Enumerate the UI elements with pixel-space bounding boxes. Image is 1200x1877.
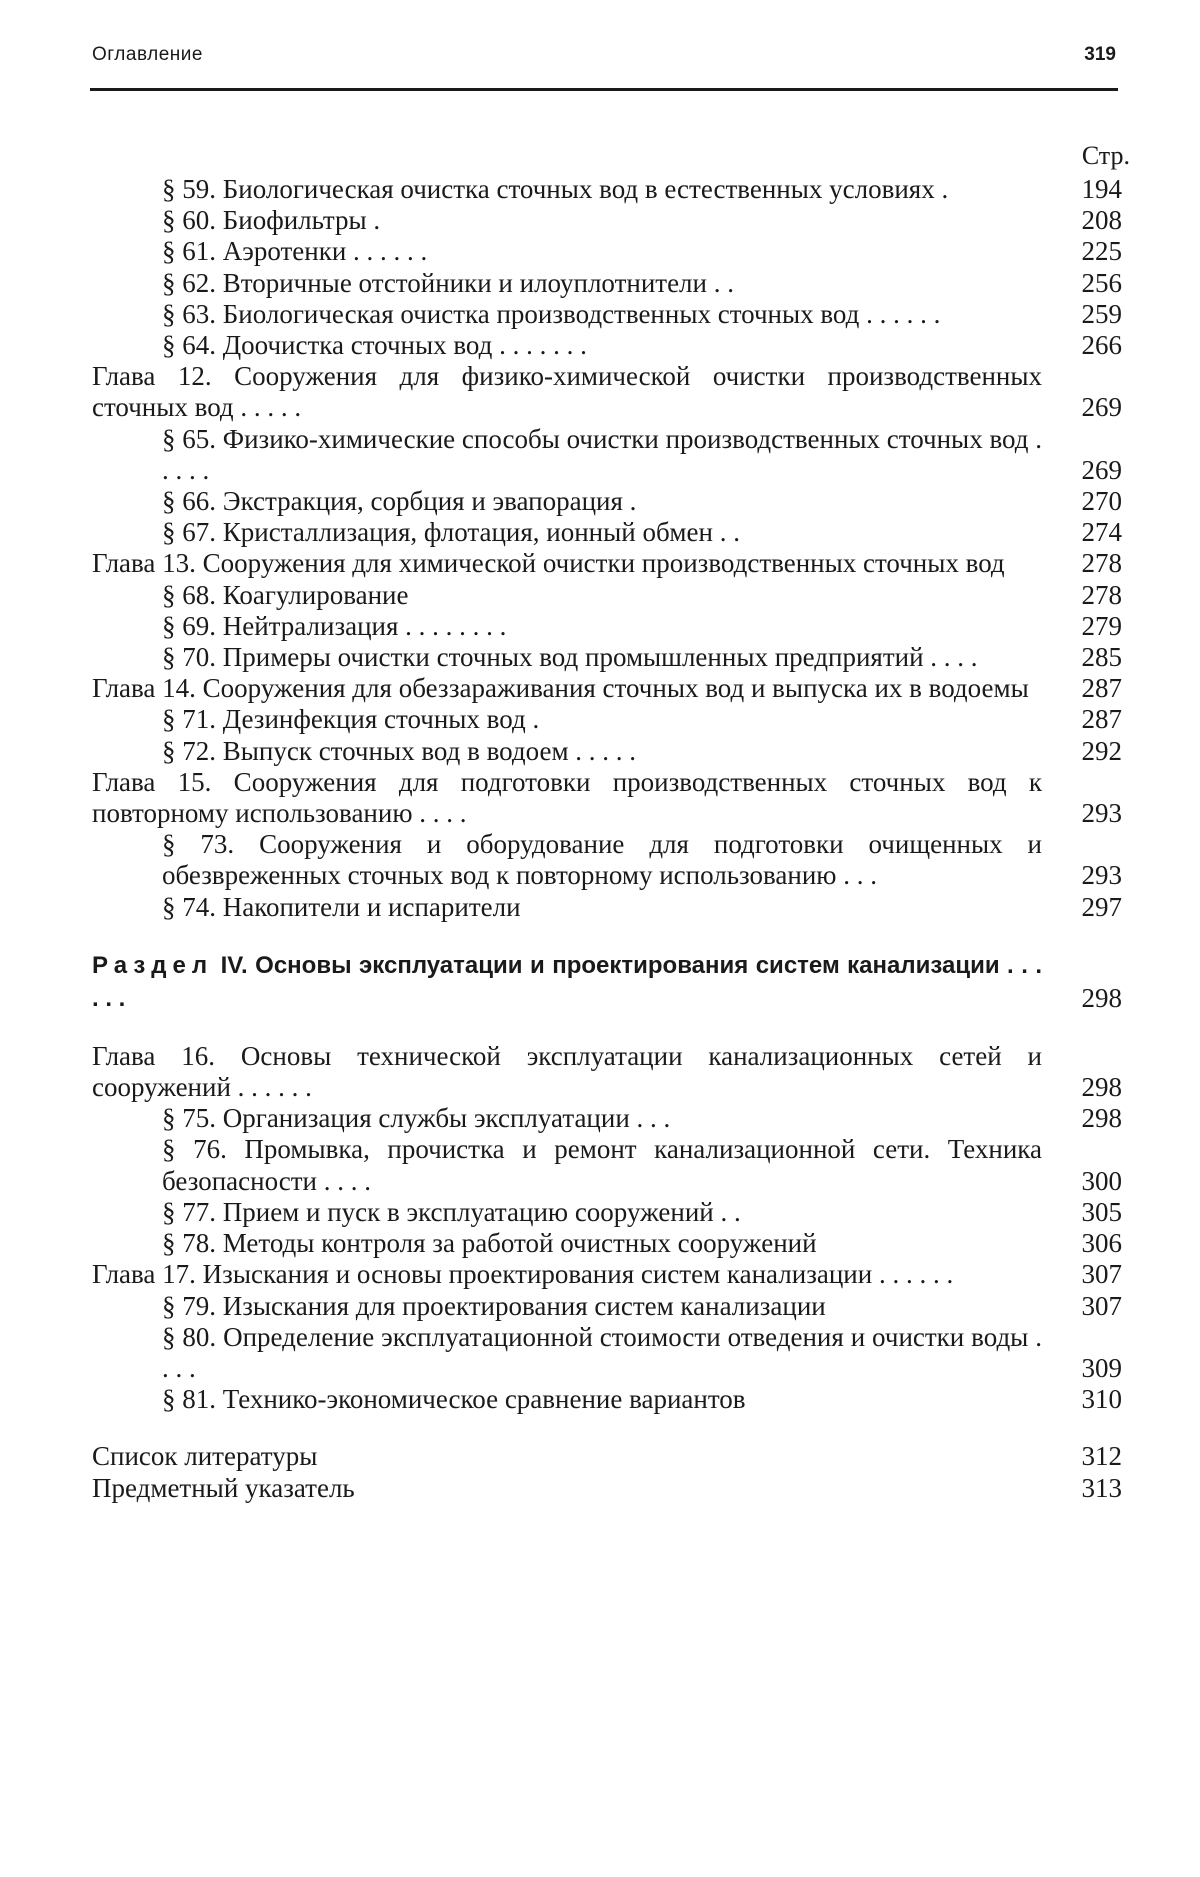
toc-entry-paragraph-59[interactable]: [92, 174, 1130, 205]
toc-entry-paragraph-64[interactable]: [92, 330, 1130, 361]
toc-entry-text: § 69. Нейтрализация . . . . . . . .: [162, 610, 507, 641]
toc-entry-page: 305: [1081, 1196, 1122, 1227]
toc-entry-paragraph-79[interactable]: [92, 1291, 1130, 1322]
toc-entry-page: 287: [1081, 673, 1122, 704]
toc-entry-text: § 78. Методы контроля за работой очистных сооружений: [162, 1228, 817, 1259]
running-head-page-number: 319: [1084, 44, 1116, 65]
toc-entry-page: 270: [1081, 486, 1122, 517]
toc-entry-page: 274: [1081, 517, 1122, 548]
toc-entry-text: § 70. Примеры очистки сточных вод промышленных предприятий . . . .: [162, 642, 978, 673]
toc-entry-chapter-13[interactable]: [92, 548, 1130, 579]
toc-entry-page: 194: [1081, 174, 1122, 204]
toc-entry-paragraph-68[interactable]: [92, 580, 1130, 611]
toc-entry-text: § 75. Организация службы эксплуатации . . .: [162, 1103, 671, 1134]
toc-entry-page: 259: [1081, 298, 1122, 329]
toc-entry-text: § 80. Определение эксплуатационной стоимости отведения и очистки воды . . . .: [162, 1321, 1042, 1383]
toc-entry-paragraph-73[interactable]: [92, 829, 1130, 891]
toc-entry-text: Глава 17. Изыскания и основы проектирования систем канализации . . . . . .: [92, 1259, 954, 1290]
toc-entry-text: § 76. Промывка, прочистка и ремонт канализационной сети. Техника безопасности . . . .: [162, 1134, 1042, 1196]
toc-entry-text: § 61. Аэротенки . . . . . .: [162, 236, 428, 267]
toc-entry-page: 225: [1081, 236, 1122, 267]
toc-entry-paragraph-81[interactable]: [92, 1384, 1130, 1415]
toc-entry-text: Список литературы: [92, 1441, 318, 1472]
toc-entry-text: § 73. Сооружения и оборудование для подготовки очищенных и обезвреженных сточных вод к повторному использованию . . .: [162, 829, 1042, 891]
toc-entry-text: § 63. Биологическая очистка производственных сточных вод . . . . . .: [162, 298, 941, 329]
toc-entry-text: § 64. Доочистка сточных вод . . . . . . .: [162, 330, 587, 361]
toc-entry-chapter-16[interactable]: [92, 1041, 1130, 1103]
toc-entry-page: 306: [1081, 1228, 1122, 1259]
toc-entry-paragraph-76[interactable]: [92, 1134, 1130, 1196]
toc-entry-page: 279: [1081, 610, 1122, 641]
toc-entry-paragraph-69[interactable]: [92, 611, 1130, 642]
page-column-heading: Стр.: [1081, 141, 1130, 170]
running-head: [92, 44, 1116, 74]
toc-entry-paragraph-75[interactable]: [92, 1103, 1130, 1134]
toc-entry-text: § 71. Дезинфекция сточных вод .: [162, 704, 540, 735]
toc-entry-paragraph-72[interactable]: [92, 736, 1130, 767]
toc-entry-chapter-12[interactable]: [92, 361, 1130, 423]
table-of-contents: [92, 138, 1130, 1504]
running-head-title: Оглавление: [92, 44, 203, 65]
toc-entry-text: § 67. Кристаллизация, флотация, ионный обмен . .: [162, 517, 740, 548]
toc-entry-paragraph-78[interactable]: [92, 1228, 1130, 1259]
toc-entry-section-4[interactable]: [92, 949, 1130, 1015]
toc-entry-text: Глава 15. Сооружения для подготовки производственных сточных вод к повторному использованию . . . .: [92, 766, 1042, 829]
toc-entry-page: 208: [1081, 205, 1122, 236]
toc-entry-page: 292: [1081, 735, 1122, 766]
toc-entry-page: 278: [1081, 548, 1122, 579]
toc-entry-page: 298: [1081, 1103, 1122, 1134]
toc-entry-text: § 59. Биологическая очистка сточных вод в естественных условиях .: [162, 174, 949, 204]
toc-entry-page: 287: [1081, 704, 1122, 735]
toc-entry-page: 298: [1081, 1072, 1122, 1103]
toc-entry-page: 269: [1081, 392, 1122, 423]
toc-entry-bibliography[interactable]: [92, 1441, 1130, 1472]
toc-entry-paragraph-65[interactable]: [92, 424, 1130, 486]
toc-entry-text: § 72. Выпуск сточных вод в водоем . . . . .: [162, 735, 637, 766]
toc-entry-text: § 66. Экстракция, сорбция и эвапорация .: [162, 486, 637, 517]
toc-entry-page: 269: [1081, 454, 1122, 485]
toc-entry-text: Предметный указатель: [92, 1472, 355, 1503]
toc-entry-paragraph-77[interactable]: [92, 1197, 1130, 1228]
toc-entry-paragraph-61[interactable]: [92, 236, 1130, 267]
toc-entry-paragraph-63[interactable]: [92, 299, 1130, 330]
toc-entry-page: 298: [1081, 982, 1122, 1013]
toc-entry-page: 309: [1081, 1352, 1122, 1383]
toc-entry-text: Глава 12. Сооружения для физико-химической очистки производственных сточных вод . . . . .: [92, 361, 1042, 423]
toc-entry-page: 297: [1081, 891, 1122, 922]
toc-entry-paragraph-71[interactable]: [92, 704, 1130, 735]
toc-entry-page: 256: [1081, 267, 1122, 298]
toc-entry-chapter-14[interactable]: [92, 673, 1130, 704]
toc-entry-paragraph-74[interactable]: [92, 892, 1130, 923]
toc-entry-text: § 77. Прием и пуск в эксплуатацию сооружений . .: [162, 1196, 741, 1227]
toc-entry-paragraph-66[interactable]: [92, 486, 1130, 517]
toc-entry-text: § 68. Коагулирование: [162, 579, 409, 610]
toc-entry-page: 312: [1081, 1441, 1122, 1472]
header-rule: [90, 88, 1118, 91]
toc-entry-text: § 62. Вторичные отстойники и илоуплотнители . .: [162, 267, 734, 298]
toc-entry-page: 285: [1081, 642, 1122, 673]
section-label: Раздел: [92, 951, 214, 979]
toc-entry-subject-index[interactable]: [92, 1473, 1130, 1504]
toc-entry-chapter-15[interactable]: [92, 767, 1130, 829]
toc-entry-paragraph-80[interactable]: [92, 1322, 1130, 1384]
toc-entry-page: 310: [1081, 1384, 1122, 1415]
toc-entry-text: § 60. Биофильтры .: [162, 205, 381, 236]
toc-entry-text: Глава 14. Сооружения для обеззараживания сточных вод и выпуска их в водоемы: [92, 673, 1029, 704]
toc-entry-page: 313: [1081, 1472, 1122, 1503]
toc-entry-text: § 74. Накопители и испарители: [162, 891, 521, 922]
toc-entry-page: 300: [1081, 1165, 1122, 1196]
toc-entry-text: Глава 13. Сооружения для химической очистки производственных сточных вод: [92, 548, 1005, 579]
toc-entry-paragraph-60[interactable]: [92, 205, 1130, 236]
toc-entry-paragraph-67[interactable]: [92, 517, 1130, 548]
toc-entry-text: § 81. Технико-экономическое сравнение вариантов: [162, 1384, 746, 1415]
toc-entry-page: 293: [1081, 860, 1122, 891]
toc-entry-text: § 79. Изыскания для проектирования систем канализации: [162, 1290, 826, 1321]
toc-entry-paragraph-70[interactable]: [92, 642, 1130, 673]
toc-entry-page: 278: [1081, 579, 1122, 610]
toc-entry-text: IV. Основы эксплуатации и проектирования систем канализации . . . . . .: [92, 951, 1042, 1012]
toc-entry-page: 307: [1081, 1259, 1122, 1290]
toc-entry-paragraph-62[interactable]: [92, 268, 1130, 299]
toc-entry-page: 293: [1081, 798, 1122, 829]
toc-entry-page: 266: [1081, 330, 1122, 361]
toc-entry-text: § 65. Физико-химические способы очистки производственных сточных вод . . . . .: [162, 423, 1042, 485]
toc-entry-text: Глава 16. Основы технической эксплуатации канализационных сетей и сооружений . . . . . .: [92, 1040, 1042, 1103]
toc-entry-page: 307: [1081, 1290, 1122, 1321]
toc-entry-chapter-17[interactable]: [92, 1259, 1130, 1290]
